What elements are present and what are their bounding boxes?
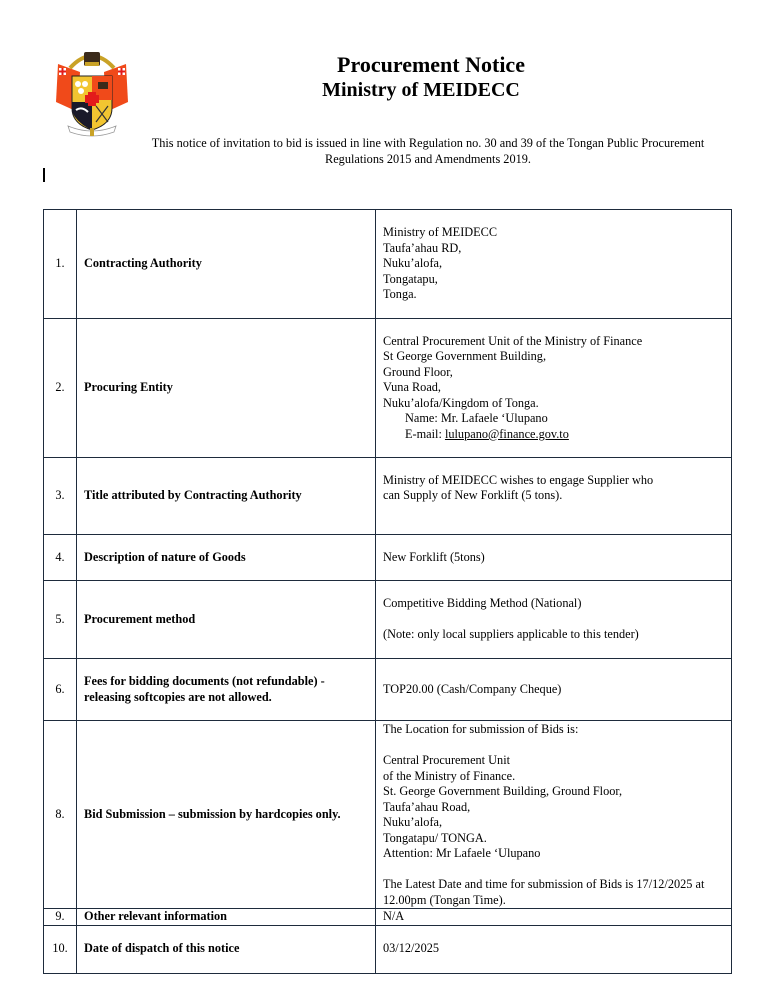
row-label: Description of nature of Goods	[77, 535, 376, 581]
value-line: 12.00pm (Tongan Time).	[383, 892, 506, 907]
table-row	[44, 458, 732, 535]
notice-table	[43, 209, 732, 974]
row-number: 8.	[44, 721, 77, 909]
value-line: of the Ministry of Finance.	[383, 768, 516, 783]
value-line: Taufa’ahau Road,	[383, 799, 471, 814]
table-row	[44, 909, 732, 926]
value-line: Central Procurement Unit	[383, 753, 511, 767]
value-line: can Supply of New Forklift (5 tons).	[383, 488, 563, 503]
row-value: 03/12/2025	[376, 925, 732, 973]
row-label: Date of dispatch of this notice	[77, 925, 376, 973]
value-line: Vuna Road,	[383, 380, 442, 395]
value-line: Competitive Bidding Method (National)	[383, 596, 582, 611]
row-value	[376, 319, 732, 458]
value-line: Ministry of MEIDECC wishes to engage Supplier who	[383, 472, 654, 487]
row-number: 4.	[44, 535, 77, 581]
label-line: Fees for bidding documents (not refundable) -	[84, 674, 325, 688]
table-row	[44, 659, 732, 721]
value-line: New Forklift (5tons)	[383, 549, 485, 564]
row-value: N/A	[376, 909, 732, 926]
value-line: Nuku’alofa,	[383, 256, 443, 271]
row-label: Procurement method	[77, 581, 376, 659]
intro-paragraph: This notice of invitation to bid is issued in line with Regulation no. 30 and 39 of the Tongan Public Procurement Regulations 2015 and Amendments 2019.	[151, 136, 705, 166]
table-row	[44, 319, 732, 458]
value-line: The Latest Date and time for submission of Bids is 17/12/2025 at	[383, 877, 705, 891]
value-line: Taufa’ahau RD,	[383, 240, 462, 255]
row-label: Bid Submission – submission by hardcopies only.	[77, 721, 376, 909]
row-number: 9.	[44, 909, 77, 926]
value-line: Ground Floor,	[383, 364, 453, 379]
table-row	[44, 721, 732, 909]
row-label	[77, 659, 376, 721]
value-line: Nuku’alofa/Kingdom of Tonga.	[383, 395, 539, 410]
value-line: The Location for submission of Bids is:	[383, 722, 579, 736]
row-number: 3.	[44, 458, 77, 535]
table-row	[44, 210, 732, 319]
table-row	[44, 581, 732, 659]
table-row	[44, 535, 732, 581]
page-subtitle: Ministry of MEIDECC	[322, 79, 520, 101]
label-line: releasing softcopies are not allowed.	[84, 689, 272, 704]
value-line: Attention: Mr Lafaele ‘Ulupano	[383, 846, 541, 860]
row-value	[376, 535, 732, 581]
row-number: 10.	[44, 925, 77, 973]
row-number: 2.	[44, 319, 77, 458]
row-value	[376, 210, 732, 319]
row-value	[376, 659, 732, 721]
value-line: Nuku’alofa,	[383, 815, 443, 829]
value-line: (Note: only local suppliers applicable to this tender)	[383, 627, 639, 642]
table-row	[44, 925, 732, 973]
value-line: Central Procurement Unit of the Ministry of Finance	[383, 333, 643, 348]
value-line: TOP20.00 (Cash/Company Cheque)	[383, 681, 562, 696]
row-label: Title attributed by Contracting Authority	[77, 458, 376, 535]
row-value	[376, 458, 732, 535]
value-line: Tonga.	[383, 287, 417, 302]
row-number: 5.	[44, 581, 77, 659]
value-line: St George Government Building,	[383, 349, 547, 364]
row-value	[376, 721, 732, 909]
row-number: 1.	[44, 210, 77, 319]
value-line: St. George Government Building, Ground Floor,	[383, 784, 623, 798]
email-link[interactable]: lulupano@finance.gov.to	[444, 426, 569, 441]
row-number: 6.	[44, 659, 77, 721]
row-label: Procuring Entity	[77, 319, 376, 458]
email-label: E-mail:	[405, 426, 445, 441]
page-title: Procurement Notice	[337, 52, 525, 77]
value-line: Ministry of MEIDECC	[383, 225, 498, 240]
value-line: Tongatapu,	[383, 271, 438, 286]
text-cursor	[43, 168, 45, 182]
value-line: Tongatapu/ TONGA.	[383, 830, 487, 845]
row-label: Other relevant information	[77, 909, 376, 926]
contact-email	[383, 427, 724, 443]
row-label: Contracting Authority	[77, 210, 376, 319]
row-value	[376, 581, 732, 659]
contact-name: Name: Mr. Lafaele ‘Ulupano	[405, 411, 548, 426]
